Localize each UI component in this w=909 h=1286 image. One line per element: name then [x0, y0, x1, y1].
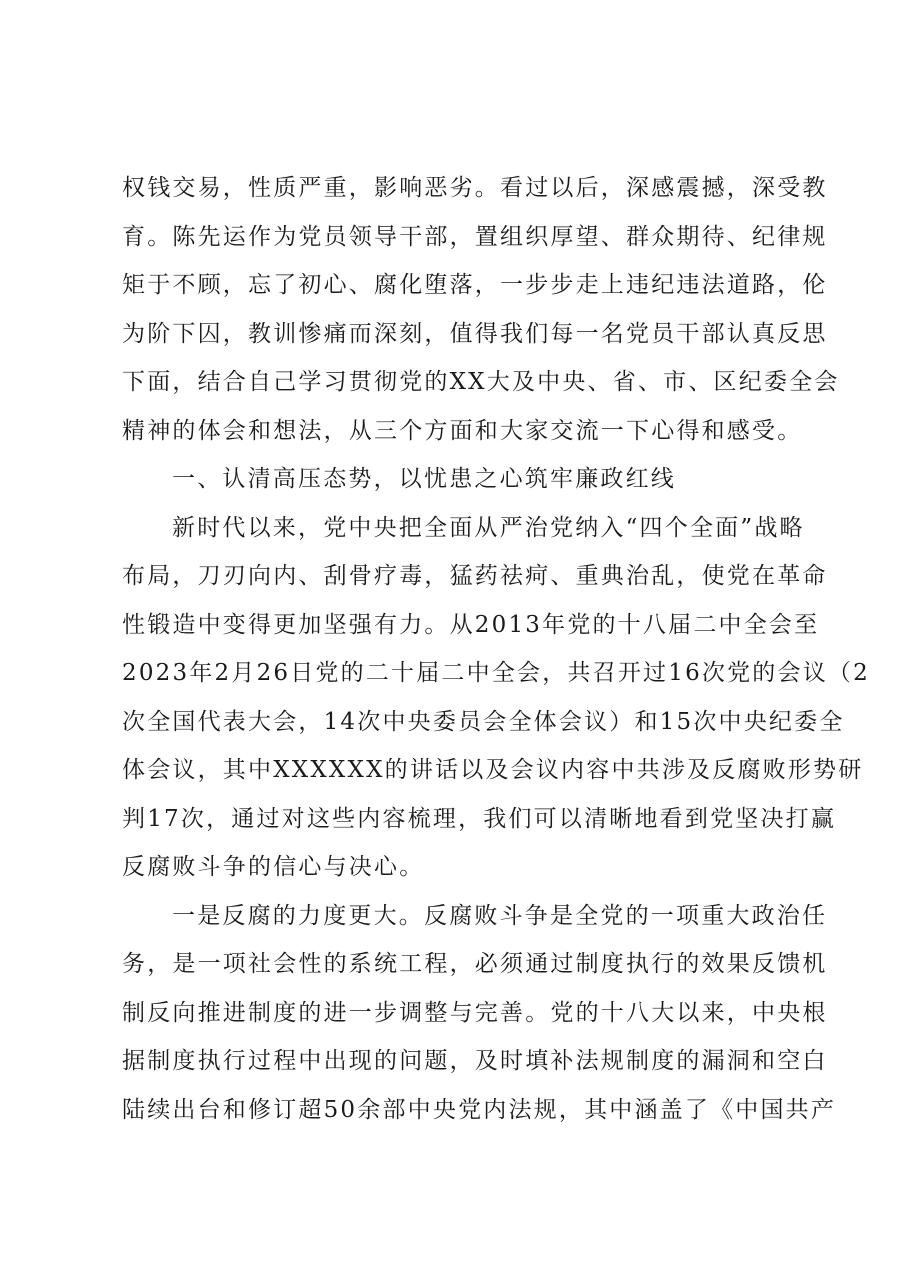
- paragraph-line: 下面，结合自己学习贯彻党的XX大及中央、省、市、区纪委全会: [122, 369, 840, 395]
- paragraph-line: 次全国代表大会，14次中央委员会全体会议）和15次中央纪委全: [122, 708, 845, 735]
- paragraph-line: 据制度执行过程中出现的问题，及时填补法规制度的漏洞和空白: [122, 1048, 828, 1074]
- paragraph-line: 陆续出台和修订超50余部中央党内法规，其中涵盖了《中国共产: [122, 1096, 837, 1123]
- paragraph-line: 布局，刀刃向内、刮骨疗毒，猛药祛疴、重典治乱，使党在革命: [122, 563, 828, 589]
- section-heading: 一、认清高压态势，以忧患之心筑牢廉政红线: [172, 466, 676, 492]
- paragraph-line: 新时代以来，党中央把全面从严治党纳入“四个全面”战略: [172, 514, 805, 541]
- paragraph-line: 育。陈先运作为党员领导干部，置组织厚望、群众期待、纪律规: [122, 223, 828, 250]
- paragraph-line: 制反向推进制度的进一步调整与完善。党的十八大以来，中央根: [122, 999, 828, 1026]
- paragraph-line: 务，是一项社会性的系统工程，必须通过制度执行的效果反馈机: [122, 951, 828, 977]
- paragraph-line: 为阶下囚，教训惨痛而深刻，值得我们每一名党员干部认真反思: [122, 320, 828, 347]
- paragraph-line: 判17次，通过对这些内容梳理，我们可以清晰地看到党坚决打赢: [122, 805, 837, 832]
- paragraph-line: 精神的体会和想法，从三个方面和大家交流一下心得和感受。: [122, 417, 803, 444]
- paragraph-line: 一是反腐的力度更大。反腐败斗争是全党的一项重大政治任: [172, 902, 828, 929]
- paragraph-line: 性锻造中变得更加坚强有力。从2013年党的十八届二中全会至: [122, 611, 820, 638]
- paragraph-line: 矩于不顾，忘了初心、腐化堕落，一步步走上违纪违法道路，伦: [122, 272, 828, 298]
- paragraph-line: 2023年2月26日党的二十届二中全会，共召开过16次党的会议（2: [122, 660, 870, 686]
- paragraph-line: 权钱交易，性质严重，影响恶劣。看过以后，深感震撼，深受教: [122, 175, 828, 201]
- document-body: [122, 164, 870, 1134]
- paragraph-line: 反腐败斗争的信心与决心。: [122, 854, 425, 880]
- paragraph-line: 体会议，其中XXXXXX的讲话以及会议内容中共涉及反腐败形势研: [122, 757, 864, 783]
